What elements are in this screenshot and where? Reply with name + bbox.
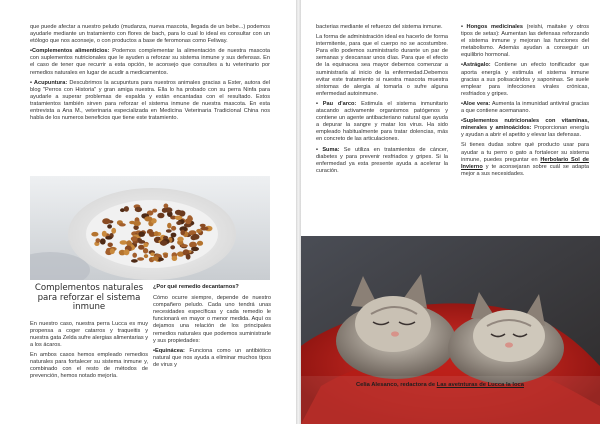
kibble-piece	[163, 254, 168, 258]
kibble-piece	[137, 257, 144, 260]
kibble-piece	[165, 207, 173, 212]
bacterias-paragraph: bacterias mediante el refuerzo del sistema inmune.	[316, 24, 443, 30]
kibble-piece	[91, 232, 98, 237]
kibble-piece	[175, 216, 183, 221]
left-column-2	[153, 284, 271, 372]
kibble-piece	[131, 259, 138, 263]
kibble-piece	[171, 226, 176, 231]
kibble-piece	[102, 231, 107, 237]
left-column-1	[30, 284, 148, 384]
kibble-piece	[200, 227, 208, 231]
kibble-piece	[126, 240, 132, 246]
photo-caption: Celia Alesanco, redactora de Las avetnturas de Lucca la loca	[356, 382, 524, 388]
astragalo-paragraph: •Astrágalo: Contiene un efecto tonificador que aporta energía y estimula el sistema inmune gracias a sus polisacáridos y saponinas. Se suele emplear para infecciones virales crónicas, resfriados y gripes.	[461, 62, 589, 97]
suplementos-paragraph: •Suplementos nutricionales con vitaminas, minerales y aminoácidos: Proporcionan energía y ayudan a abrir el apetito y elevar las defensas.	[461, 118, 589, 139]
left-page	[0, 0, 296, 424]
depende-paragraph: Cómo ocurre siempre, depende de nuestro compañero peludo. Cada uno tendrá unas necesidades específicas y cada remedio le funcionará en mayor o menor medida. Aquí os dejamos una relación de los principales remedios naturales que podemos suministrarle y sus propiedades:	[153, 295, 271, 344]
kibble-piece	[144, 216, 152, 221]
kibble-piece	[154, 231, 159, 236]
intro-text	[30, 24, 270, 125]
store-link[interactable]: Herbolario Sol de Invierno	[461, 156, 590, 170]
kibble-piece	[150, 252, 155, 256]
kibble-piece	[144, 254, 148, 258]
kibble-piece	[180, 230, 185, 236]
kibble-piece	[191, 235, 197, 240]
suma-paragraph: • Suma: Se utiliza en tratamientos de cáncer, diabetes y para prevenir resfriados y gripes. Si la enfermedad ya esta presente ayuda a acelerar la curación.	[316, 146, 449, 174]
right-column-2	[461, 24, 589, 181]
kibble-piece	[105, 236, 112, 240]
kibble-piece	[160, 240, 168, 245]
kibble-piece	[143, 243, 148, 247]
kibble-piece	[110, 248, 115, 254]
kibble-piece	[147, 230, 151, 234]
kibble-piece	[96, 238, 101, 243]
administracion-paragraph: La forma de administración ideal es hacerlo de forma intermitente, para que el cuerpo no se acostumbre. Para ello podemos suministrarlo durante un par de semanas y descansar unos días. Para que el efecto de la equinacea sea mayor debemos comenzar a suministrarla al inicio de la enfermedad.Debemos evitar este tratamiento si nuestra mascota muestra síntomas de alergia al tomarla o sufre alguna enfermedad autoinmune.	[316, 34, 448, 97]
kibble-piece	[138, 232, 145, 237]
kibble-piece	[100, 238, 106, 244]
kibble-piece	[170, 245, 175, 249]
kibble-piece	[191, 247, 199, 251]
kibble-piece	[132, 253, 137, 258]
equinacea-paragraph: •Equinácea: Funciona como un antibiótico natural que nos ayuda a eliminar muchos tipos de virus y	[153, 347, 272, 368]
kibble-piece	[108, 243, 113, 248]
remedios-paragraph: En ambos casos hemos empleado remedios naturales para fortalecer su sistema inmune y, combinado con el resto de métodos de prevención, hemos notado mejoría.	[30, 352, 148, 380]
kibble-piece	[111, 228, 116, 234]
sleeping-kittens-photo	[301, 236, 600, 424]
kibble-piece	[102, 218, 110, 224]
kibble-piece	[107, 224, 112, 228]
right-column-1	[316, 24, 448, 178]
kibble-piece	[175, 210, 182, 215]
kibble-piece	[172, 256, 178, 261]
kibble-piece	[124, 206, 129, 212]
feromonas-paragraph: que puede afectar a nuestro peludo (mudanza, nueva mascota, llegada de un bebe...) podemos ayudarle mediante un tratamiento con flores de bach, para lo cual lo ideal es consultar con un etólogo que nos aconseje, o con productos a base de feromonas como Feliway.	[30, 24, 270, 45]
right-page	[301, 0, 600, 424]
kibble-piece	[197, 241, 203, 246]
hongos-paragraph: • Hongos medicinales (reishi, maitake y otros tipos de setas): Aumentan las defensas reforzando el sistema inmune y mejoran las funciones del metabolismo. Además ayudan a conseguir un equilibrio hormonal.	[461, 24, 589, 59]
kibble-piece	[157, 213, 164, 219]
kibble-piece	[181, 244, 188, 247]
acupuntura-paragraph: • Acupuntura: Descubrimos la acupuntura para nuestros animales gracias a Ester, autora del blog "Perros con Historia" y gran amiga nuestra. Ella lo ha probado con su perra Ninfa para ayudarle a superar problemas de espalda y están encantadas con el resultado. Estos tratamientos también sirven para reforzar el sistema inmune de nuestra mascota. En esta entrevista a Ana M., veterinaria especializada en Medicina Veterinaria Tradicional China nos habla de los numeros beneficios que tiene este tratamiento.	[30, 79, 270, 122]
kibble-piece	[186, 254, 191, 260]
kibble-piece	[166, 229, 172, 232]
section-title: Complementos naturales para reforzar el sistema inmune	[34, 283, 144, 313]
caption-blog-link[interactable]: Las avetnturas de Lucca la loca	[436, 382, 524, 388]
pau-darco-paragraph: • Pau d'arco: Estimula el sistema inmunitario atacando activamente organismos patógenos y contiene un agente antibacteriano natural que ayuda a depurar la sangre y matar los virus. Ha sido empleado habitualmente para tratar dolencias, más en concreto de las articulaciones.	[316, 100, 448, 143]
kibble-piece	[171, 233, 177, 238]
kibble-piece	[133, 221, 141, 226]
kibble-piece	[119, 223, 126, 226]
kibble-piece	[152, 256, 159, 260]
kibble-piece	[124, 249, 130, 255]
dog-food-bowl-photo	[30, 176, 270, 280]
kibble-piece	[185, 219, 191, 225]
kibble-piece	[176, 221, 181, 225]
dudas-paragraph: Si tienes dudas sobre qué producto usar para ayudar a tu perro o gato a fortalecer su sistema inmune, puedes preguntar en Herbolario Sol de Invierno y te aconsejaran sobre cuál se adapta mejor a sus necesidades.	[461, 142, 590, 177]
kibble-piece	[131, 236, 138, 241]
lucca-paragraph: En nuestro caso, nuestra perra Lucca es muy propensa a coger catarros y traqueitis y nuestra gata Zelda sufre alergias alimentarias y a los ácaros.	[30, 320, 148, 349]
kibble-piece	[196, 229, 201, 233]
kibble-piece	[167, 223, 171, 229]
kibble-piece	[120, 240, 128, 245]
question-heading: ¿Por qué remedio decantarnos?	[153, 284, 239, 290]
kibble-piece	[135, 207, 142, 212]
kibble-piece	[177, 237, 183, 242]
complementos-paragraph: •Complementos alimenticios: Podemos complementar la alimentación de nuestra mascota con suplementos nutricionales que le ayuden a reforzar su sistema inmune y sus defensas. En el caso de tener que recurrir a esta opción, te aconsejo que consultes a tu veterinario por remedios naturales en lugar de acudir a medicamentos.	[30, 48, 270, 76]
aloe-paragraph: •Aloe vera: Aumenta la inmunidad antiviral gracias a que contiene acemanano.	[461, 100, 590, 115]
